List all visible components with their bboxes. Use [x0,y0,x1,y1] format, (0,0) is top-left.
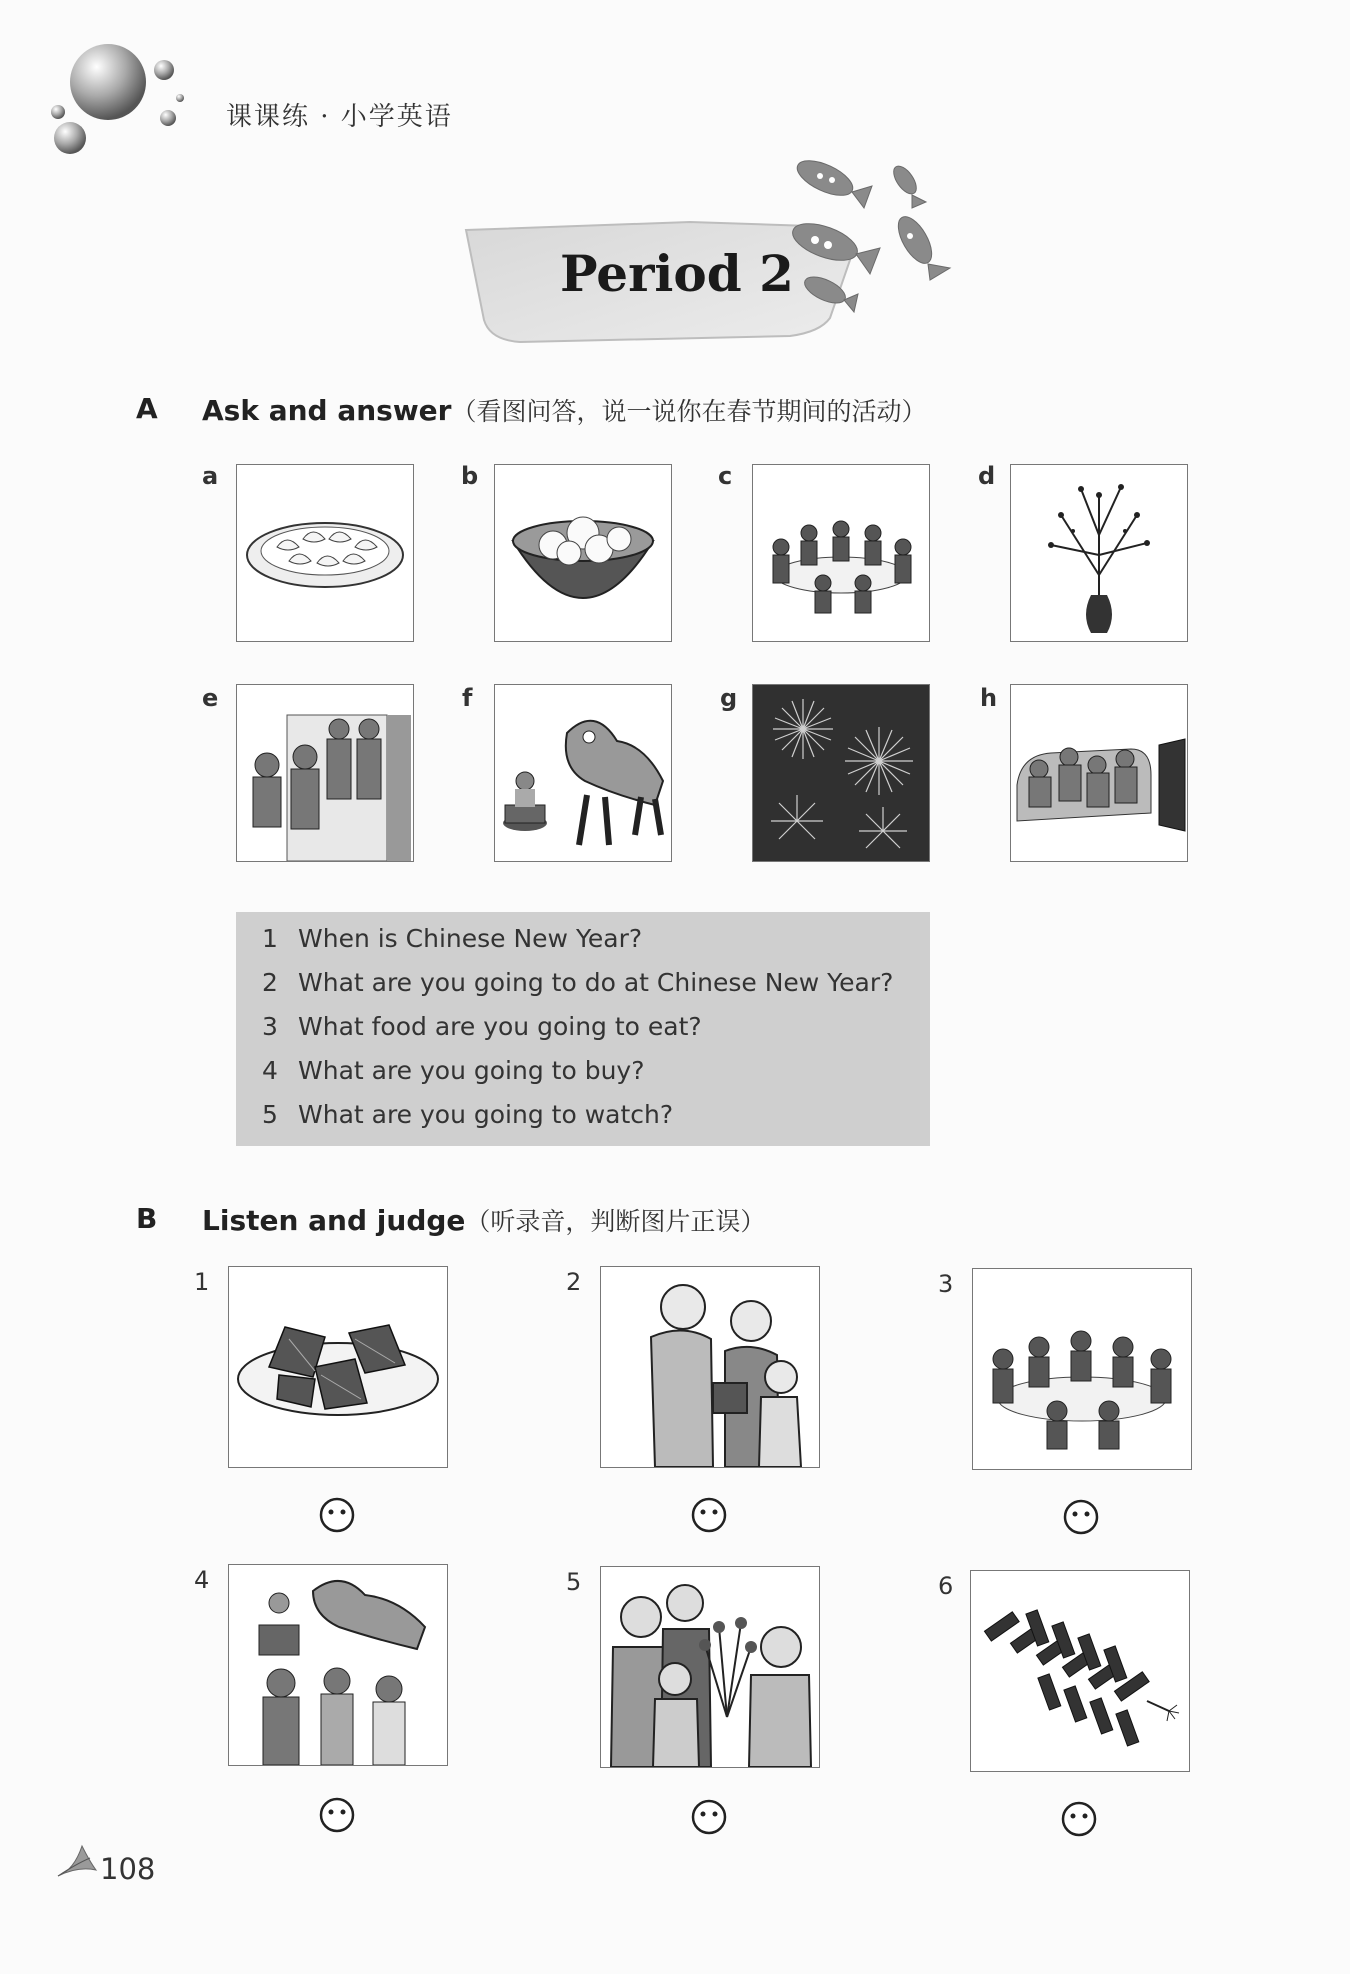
picture-number-5: 5 [566,1568,582,1596]
judge-face-6[interactable] [1060,1800,1098,1838]
picture-dumplings [236,464,414,642]
picture-firecrackers [970,1570,1190,1772]
picture-watching-tv [1010,684,1188,862]
question-1: 1 When is Chinese New Year? [262,924,643,953]
picture-zongzi [228,1266,448,1468]
picture-number-3: 3 [938,1270,954,1298]
section-a-heading [202,392,927,428]
picture-label-d: d [978,462,996,490]
section-b-instruction: （听录音，判断图片正误） [465,1207,766,1236]
picture-label-f: f [462,684,473,712]
page-number: 108 [100,1852,156,1886]
picture-family-gift [600,1266,820,1468]
picture-fireworks [752,684,930,862]
picture-new-year-dinner [972,1268,1192,1470]
picture-number-2: 2 [566,1268,582,1296]
picture-label-h: h [980,684,998,712]
picture-label-g: g [720,684,738,712]
question-3: 3 What food are you going to eat? [262,1012,702,1041]
question-5: 5 What are you going to watch? [262,1100,674,1129]
section-b-title: Listen and judge [202,1204,466,1237]
book-series-title: 课课练 · 小学英语 [226,102,453,132]
picture-flower-vase [1010,464,1188,642]
leaf-icon [56,1840,100,1880]
period-title: Period 2 [560,244,794,303]
section-a-instruction: （看图问答，说一说你在春节期间的活动） [451,397,927,426]
section-b-heading [202,1202,765,1238]
picture-visiting-grandparents [236,684,414,862]
picture-family-dinner [752,464,930,642]
section-a-title: Ask and answer [202,394,452,427]
picture-label-b: b [461,462,479,490]
judge-face-5[interactable] [690,1798,728,1836]
questions-box [236,912,930,1146]
picture-label-a: a [202,462,219,490]
picture-label-c: c [718,462,733,490]
picture-buying-flowers [600,1566,820,1768]
picture-number-4: 4 [194,1566,210,1594]
question-2: 2 What are you going to do at Chinese New Year? [262,968,894,997]
picture-watching-lion-dance [228,1564,448,1766]
judge-face-2[interactable] [690,1496,728,1534]
picture-rice-balls [494,464,672,642]
section-b-letter: B [136,1202,158,1235]
picture-label-e: e [202,684,219,712]
picture-number-1: 1 [194,1268,210,1296]
section-a-letter: A [136,392,158,425]
judge-face-3[interactable] [1062,1498,1100,1536]
question-4: 4 What are you going to buy? [262,1056,645,1085]
bubbles-decoration-icon [40,40,200,180]
picture-lion-dance [494,684,672,862]
picture-number-6: 6 [938,1572,954,1600]
judge-face-1[interactable] [318,1496,356,1534]
judge-face-4[interactable] [318,1796,356,1834]
